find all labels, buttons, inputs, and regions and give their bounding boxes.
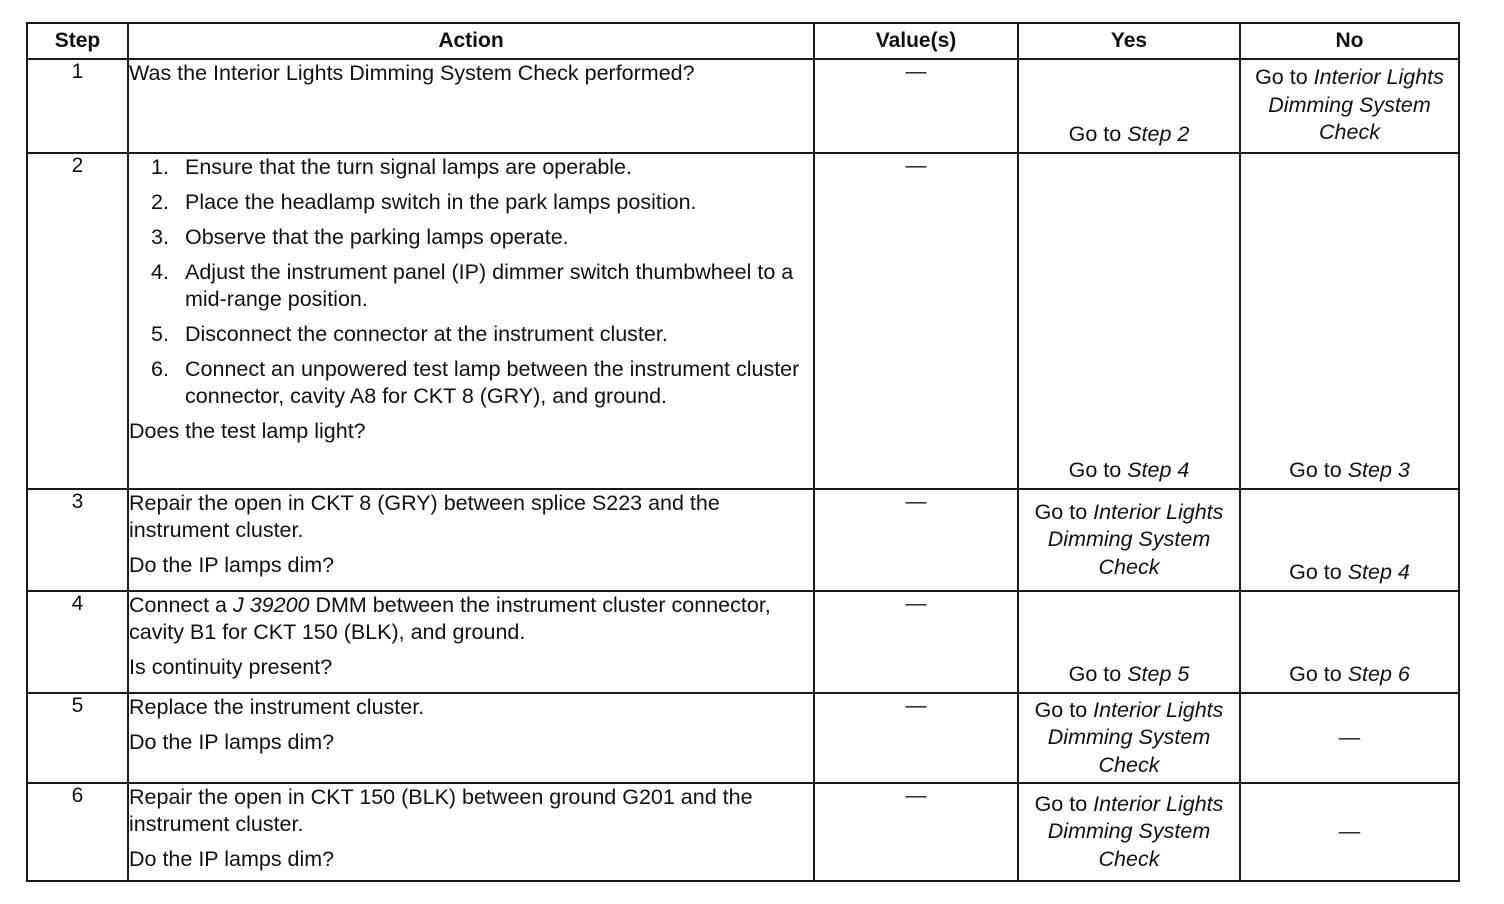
table-header-row <box>27 23 1459 59</box>
substep-item <box>151 321 813 348</box>
action-text: Repair the open in CKT 150 (BLK) between ground G201 and the instrument cluster. <box>129 785 753 836</box>
substep-list <box>129 154 813 410</box>
value-cell: — <box>814 153 1018 489</box>
substep-text: Connect an unpowered test lamp between the instrument cluster connector, cavity A8 for CKT 8 (GRY), and ground. <box>185 357 800 408</box>
no-link[interactable]: Step 3 <box>1347 457 1410 482</box>
substep-item <box>151 189 813 216</box>
action-cell <box>128 591 814 693</box>
no-cell: — <box>1240 783 1459 881</box>
action-text: Repair the open in CKT 8 (GRY) between splice S223 and the instrument cluster. <box>129 491 720 542</box>
action-text <box>129 592 813 646</box>
no-cell[interactable] <box>1240 591 1459 693</box>
step-number: 5 <box>27 693 128 783</box>
header-no: No <box>1240 23 1459 59</box>
substep-number: 3. <box>151 225 169 249</box>
no-prefix: Go to <box>1255 65 1314 89</box>
yes-link[interactable]: Step 5 <box>1127 661 1190 686</box>
diagnostic-table <box>26 22 1460 882</box>
no-link[interactable]: Interior Lights Dimming System Check <box>1268 65 1444 144</box>
substep-item <box>151 224 813 251</box>
action-question: Do the IP lamps dim? <box>129 730 335 754</box>
substep-number: 6. <box>151 357 169 381</box>
table-row <box>27 489 1459 591</box>
yes-link[interactable]: Interior Lights Dimming System Check <box>1047 791 1224 871</box>
substep-number: 4. <box>151 260 169 284</box>
table-row <box>27 783 1459 881</box>
substep-text: Disconnect the connector at the instrument cluster. <box>185 322 668 346</box>
yes-cell[interactable] <box>1018 489 1240 591</box>
action-cell <box>128 489 814 591</box>
yes-cell[interactable] <box>1018 59 1240 153</box>
step-number: 1 <box>27 59 128 153</box>
value-cell: — <box>814 59 1018 153</box>
yes-cell[interactable] <box>1018 693 1240 783</box>
value-cell: — <box>814 693 1018 783</box>
yes-prefix: Go to <box>1034 791 1094 816</box>
action-cell <box>128 153 814 489</box>
table-row <box>27 591 1459 693</box>
yes-link[interactable]: Step 2 <box>1127 121 1190 146</box>
value-cell: — <box>814 591 1018 693</box>
header-action: Action <box>128 23 814 59</box>
action-cell <box>128 693 814 783</box>
yes-cell[interactable] <box>1018 153 1240 489</box>
step-number: 3 <box>27 489 128 591</box>
step-number: 2 <box>27 153 128 489</box>
action-question: Does the test lamp light? <box>129 419 366 443</box>
yes-prefix: Go to <box>1034 499 1094 524</box>
substep-number: 1. <box>151 155 169 179</box>
step-number: 4 <box>27 591 128 693</box>
no-prefix: Go to <box>1289 457 1348 482</box>
yes-prefix: Go to <box>1068 661 1128 686</box>
yes-cell[interactable] <box>1018 591 1240 693</box>
step-number: 6 <box>27 783 128 881</box>
substep-text: Place the headlamp switch in the park lamps position. <box>185 190 697 214</box>
substep-text: Ensure that the turn signal lamps are operable. <box>185 155 632 179</box>
no-link[interactable]: Step 6 <box>1347 661 1410 686</box>
substep-item <box>151 154 813 181</box>
substep-item <box>151 259 813 313</box>
no-cell[interactable] <box>1240 59 1459 153</box>
header-yes: Yes <box>1018 23 1240 59</box>
table-row <box>27 153 1459 489</box>
yes-link[interactable]: Step 4 <box>1127 457 1190 482</box>
action-question: Do the IP lamps dim? <box>129 553 335 577</box>
action-text: Was the Interior Lights Dimming System Check performed? <box>129 61 695 85</box>
table-row <box>27 693 1459 783</box>
no-prefix: Go to <box>1289 559 1348 584</box>
tool-number: J 39200 <box>232 593 310 617</box>
substep-number: 5. <box>151 322 169 346</box>
no-link[interactable]: Step 4 <box>1347 559 1410 584</box>
substep-item <box>151 356 813 410</box>
substep-text: Adjust the instrument panel (IP) dimmer switch thumbwheel to a mid-range position. <box>185 260 794 311</box>
table-row <box>27 59 1459 153</box>
header-values: Value(s) <box>814 23 1018 59</box>
no-prefix: Go to <box>1289 661 1348 686</box>
yes-link[interactable]: Interior Lights Dimming System Check <box>1047 697 1224 777</box>
action-text: Replace the instrument cluster. <box>129 695 425 719</box>
diagnostic-table-page <box>26 22 1458 882</box>
yes-link[interactable]: Interior Lights Dimming System Check <box>1047 499 1224 579</box>
substep-number: 2. <box>151 190 169 214</box>
no-cell[interactable] <box>1240 489 1459 591</box>
yes-prefix: Go to <box>1068 457 1128 482</box>
yes-prefix: Go to <box>1034 697 1094 722</box>
no-cell: — <box>1240 693 1459 783</box>
yes-prefix: Go to <box>1068 121 1128 146</box>
no-cell[interactable] <box>1240 153 1459 489</box>
yes-cell[interactable] <box>1018 783 1240 881</box>
header-step: Step <box>27 23 128 59</box>
substep-text: Observe that the parking lamps operate. <box>185 225 569 249</box>
action-cell <box>128 783 814 881</box>
action-text-post: DMM between the instrument cluster connector, cavity B1 for CKT 150 (BLK), and ground. <box>129 593 771 644</box>
value-cell: — <box>814 489 1018 591</box>
value-cell: — <box>814 783 1018 881</box>
action-text-pre: Connect a <box>129 593 233 617</box>
action-cell <box>128 59 814 153</box>
action-question: Do the IP lamps dim? <box>129 847 335 871</box>
action-question: Is continuity present? <box>129 655 333 679</box>
